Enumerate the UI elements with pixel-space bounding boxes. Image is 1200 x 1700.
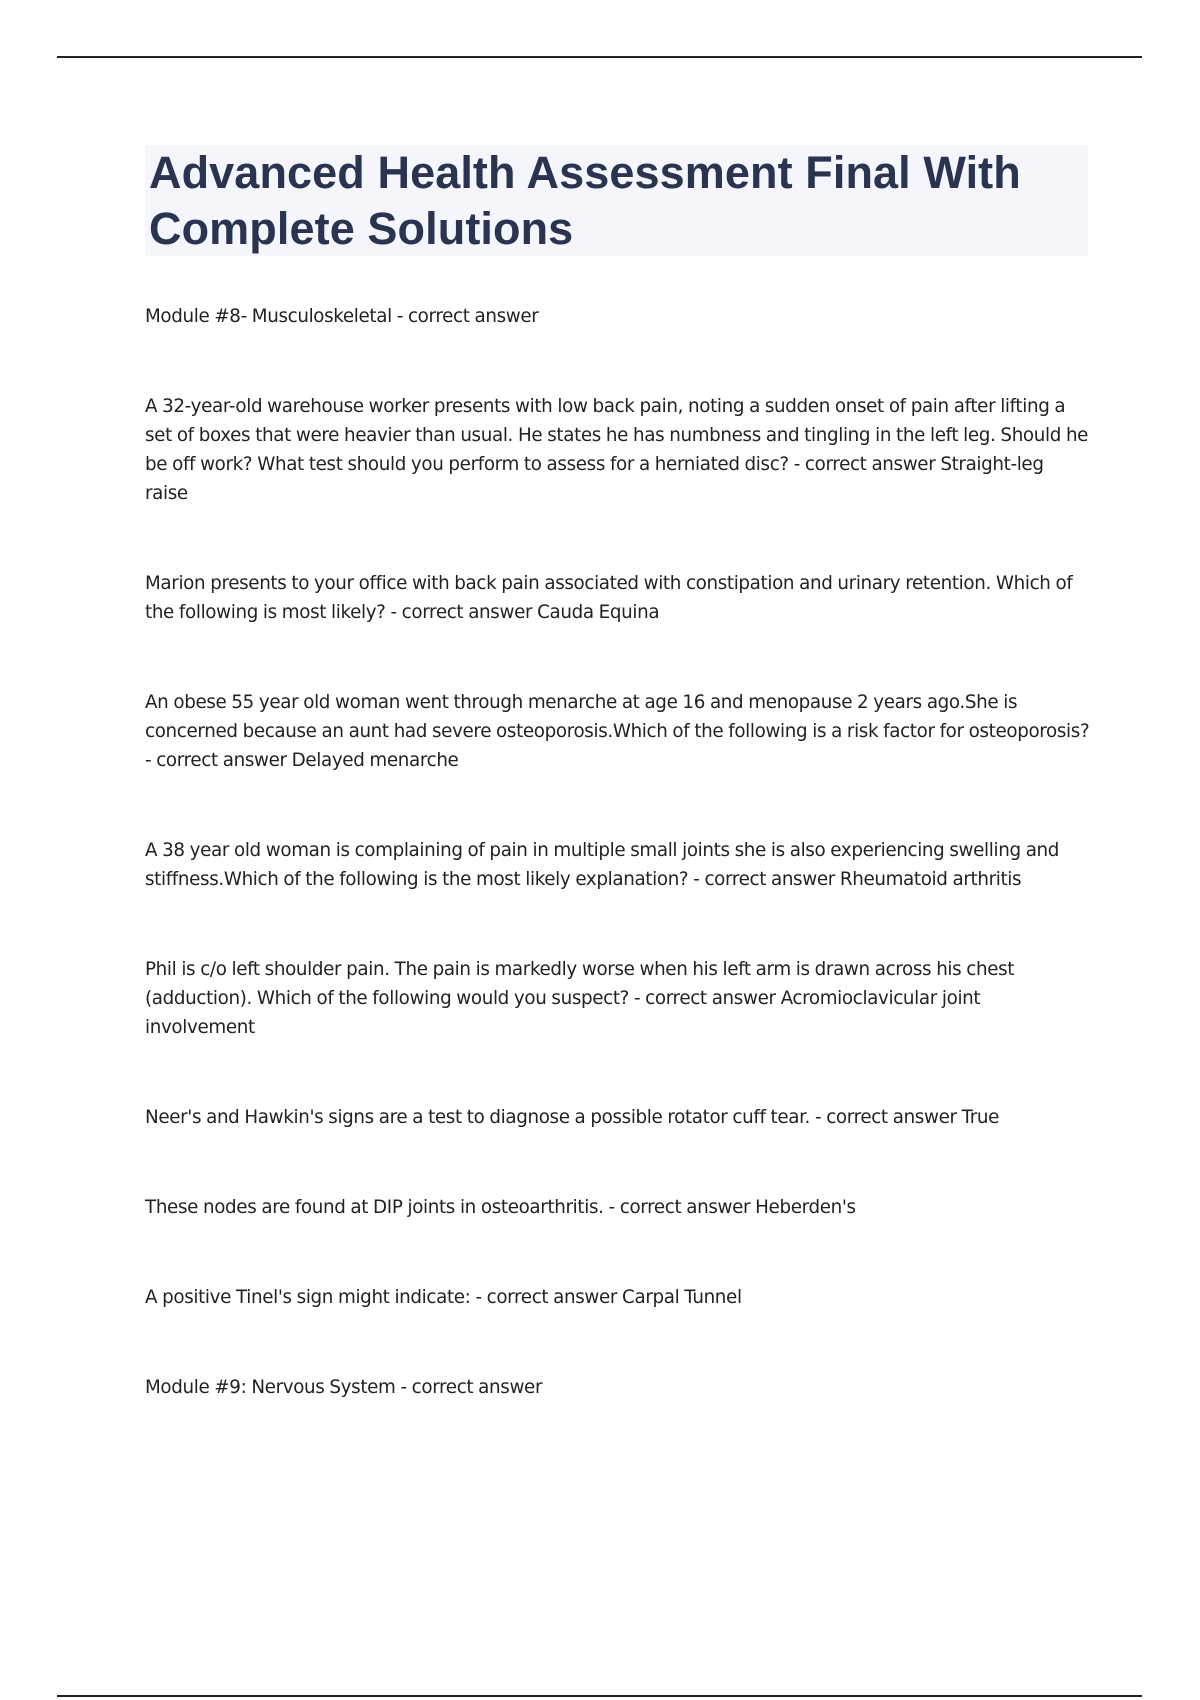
qa-item-rheumatoid-arthritis: A 38 year old woman is complaining of pain in multiple small joints she is also experiencing swelling and stiffness.Which of the following is the most likely explanation? - correct answer Rheumatoid arthritis — [145, 840, 1060, 890]
qa-item-herniated-disc: A 32-year-old warehouse worker presents with low back pain, noting a sudden onset of pain after lifting a set of boxes that were heavier than usual. He states he has numbness and tingling in the left leg. Should he be off work? What test should you perform to assess for a herniated disc? - correct answer Straight-leg raise — [145, 396, 1089, 504]
bottom-divider — [57, 1695, 1142, 1697]
title-block — [145, 145, 1088, 256]
document-title: Advanced Health Assessment Final With Complete Solutions — [149, 147, 1021, 254]
qa-item-shoulder-pain: Phil is c/o left shoulder pain. The pain is markedly worse when his left arm is drawn across his chest (adduction). Which of the following would you suspect? - correct answer Acromioclavicular joint involvement — [145, 959, 1015, 1038]
qa-item-rotator-cuff: Neer's and Hawkin's signs are a test to diagnose a possible rotator cuff tear. - correct answer True — [145, 1107, 1000, 1128]
top-divider — [57, 56, 1142, 58]
qa-list — [145, 302, 1090, 1402]
qa-item-osteoporosis: An obese 55 year old woman went through menarche at age 16 and menopause 2 years ago.She is concerned because an aunt had severe osteoporosis.Which of the following is a risk factor for osteoporosis? - correct answer Delayed menarche — [145, 692, 1090, 771]
module-heading-9: Module #9: Nervous System - correct answer — [145, 1377, 543, 1398]
qa-item-heberdens: These nodes are found at DIP joints in osteoarthritis. - correct answer Heberden's — [145, 1197, 856, 1218]
qa-item-tinels-sign: A positive Tinel's sign might indicate: - correct answer Carpal Tunnel — [145, 1287, 742, 1308]
qa-item-cauda-equina: Marion presents to your office with back pain associated with constipation and urinary retention. Which of the following is most likely? - correct answer Cauda Equina — [145, 573, 1073, 623]
module-heading-8: Module #8- Musculoskeletal - correct answer — [145, 306, 539, 327]
